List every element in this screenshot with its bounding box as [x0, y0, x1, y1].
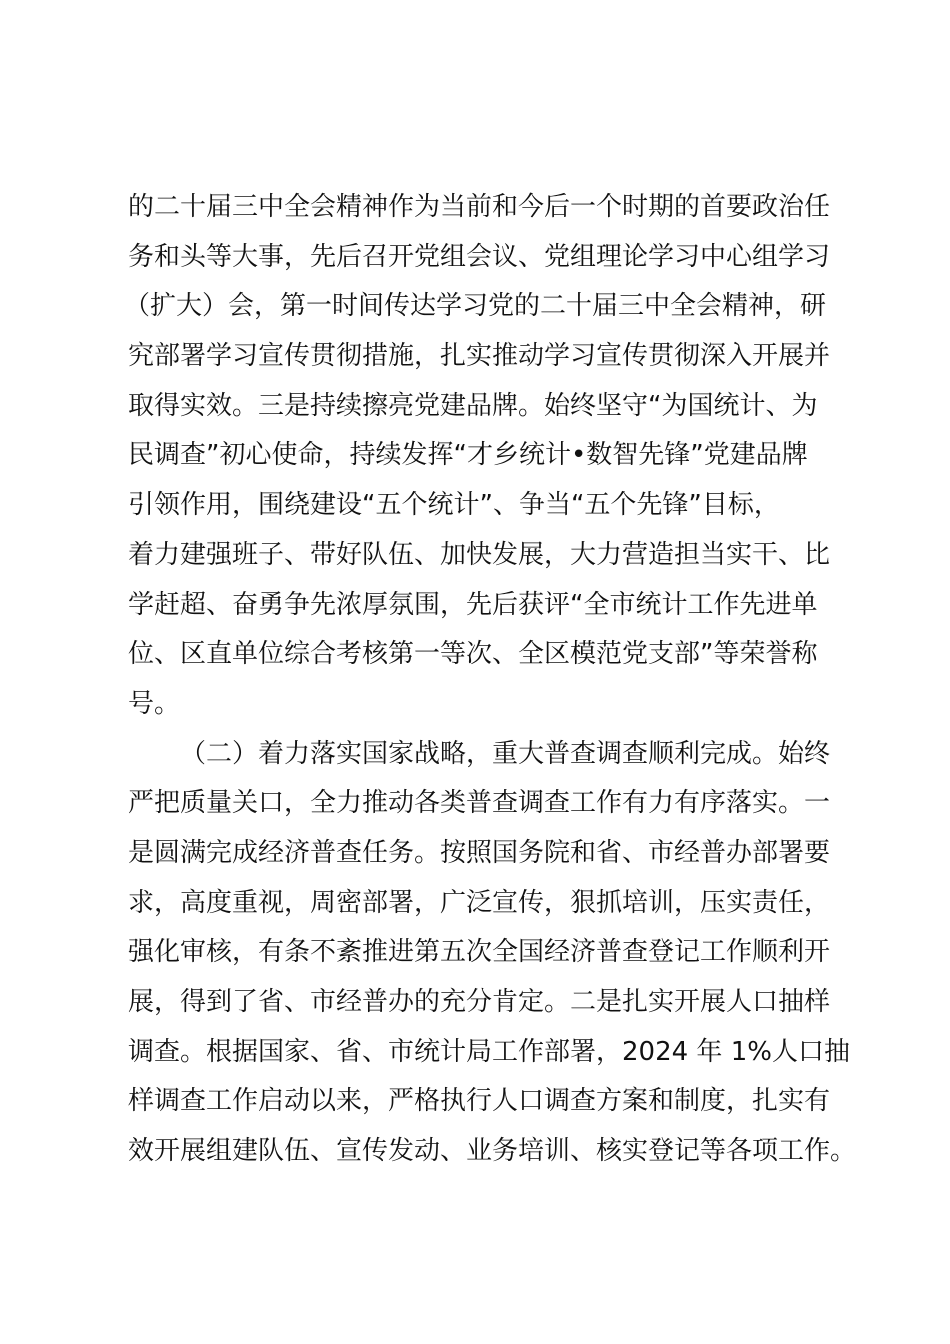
- text-line: 效开展组建队伍、宣传发动、业务培训、核实登记等各项工作。: [128, 1136, 857, 1167]
- text-line: 位、区直单位综合考核第一等次、全区模范党支部”等荣誉称: [128, 639, 818, 670]
- text-line: 务和头等大事，先后召开党组会议、党组理论学习中心组学习: [128, 241, 831, 272]
- section-heading-line: （二）着力落实国家战略，重大普查调查顺利完成。始终: [180, 738, 831, 769]
- text-line: 严把质量关口，全力推动各类普查调查工作有力有序落实。一: [128, 788, 831, 819]
- text-line: 展，得到了省、市经普办的充分肯定。二是扎实开展人口抽样: [128, 987, 831, 1017]
- text-line: 强化审核，有条不紊推进第五次全国经济普查登记工作顺利开: [128, 937, 831, 968]
- text-line: 号。: [128, 688, 181, 719]
- text-line: 求，高度重视，周密部署，广泛宣传，狠抓培训，压实责任，: [128, 887, 831, 918]
- text-line: 取得实效。三是持续擦亮党建品牌。始终坚守“为国统计、为: [128, 390, 818, 421]
- text-line: （扩大）会，第一时间传达学习党的二十届三中全会精神，研: [124, 291, 827, 322]
- text-line: 着力建强班子、带好队伍、加快发展，大力营造担当实干、比: [128, 539, 831, 570]
- text-line: 究部署学习宣传贯彻措施，扎实推动学习宣传贯彻深入开展并: [128, 341, 831, 372]
- text-line: 的二十届三中全会精神作为当前和今后一个时期的首要政治任: [128, 192, 831, 222]
- body-text: [124, 183, 857, 1177]
- text-line: 民调查”初心使命，持续发挥“才乡统计•数智先锋”党建品牌: [128, 440, 808, 471]
- text-line: 是圆满完成经济普查任务。按照国务院和省、市经普办部署要: [128, 837, 831, 868]
- text-line: 引领作用，围绕建设“五个统计”、争当“五个先锋”目标，: [128, 490, 780, 521]
- text-line: 样调查工作启动以来，严格执行人口调查方案和制度，扎实有: [128, 1086, 831, 1117]
- text-line: 调查。根据国家、省、市统计局工作部署，2024 年 1%人口抽: [128, 1036, 850, 1067]
- text-line: 学赶超、奋勇争先浓厚氛围，先后获评“全市统计工作先进单: [128, 589, 818, 620]
